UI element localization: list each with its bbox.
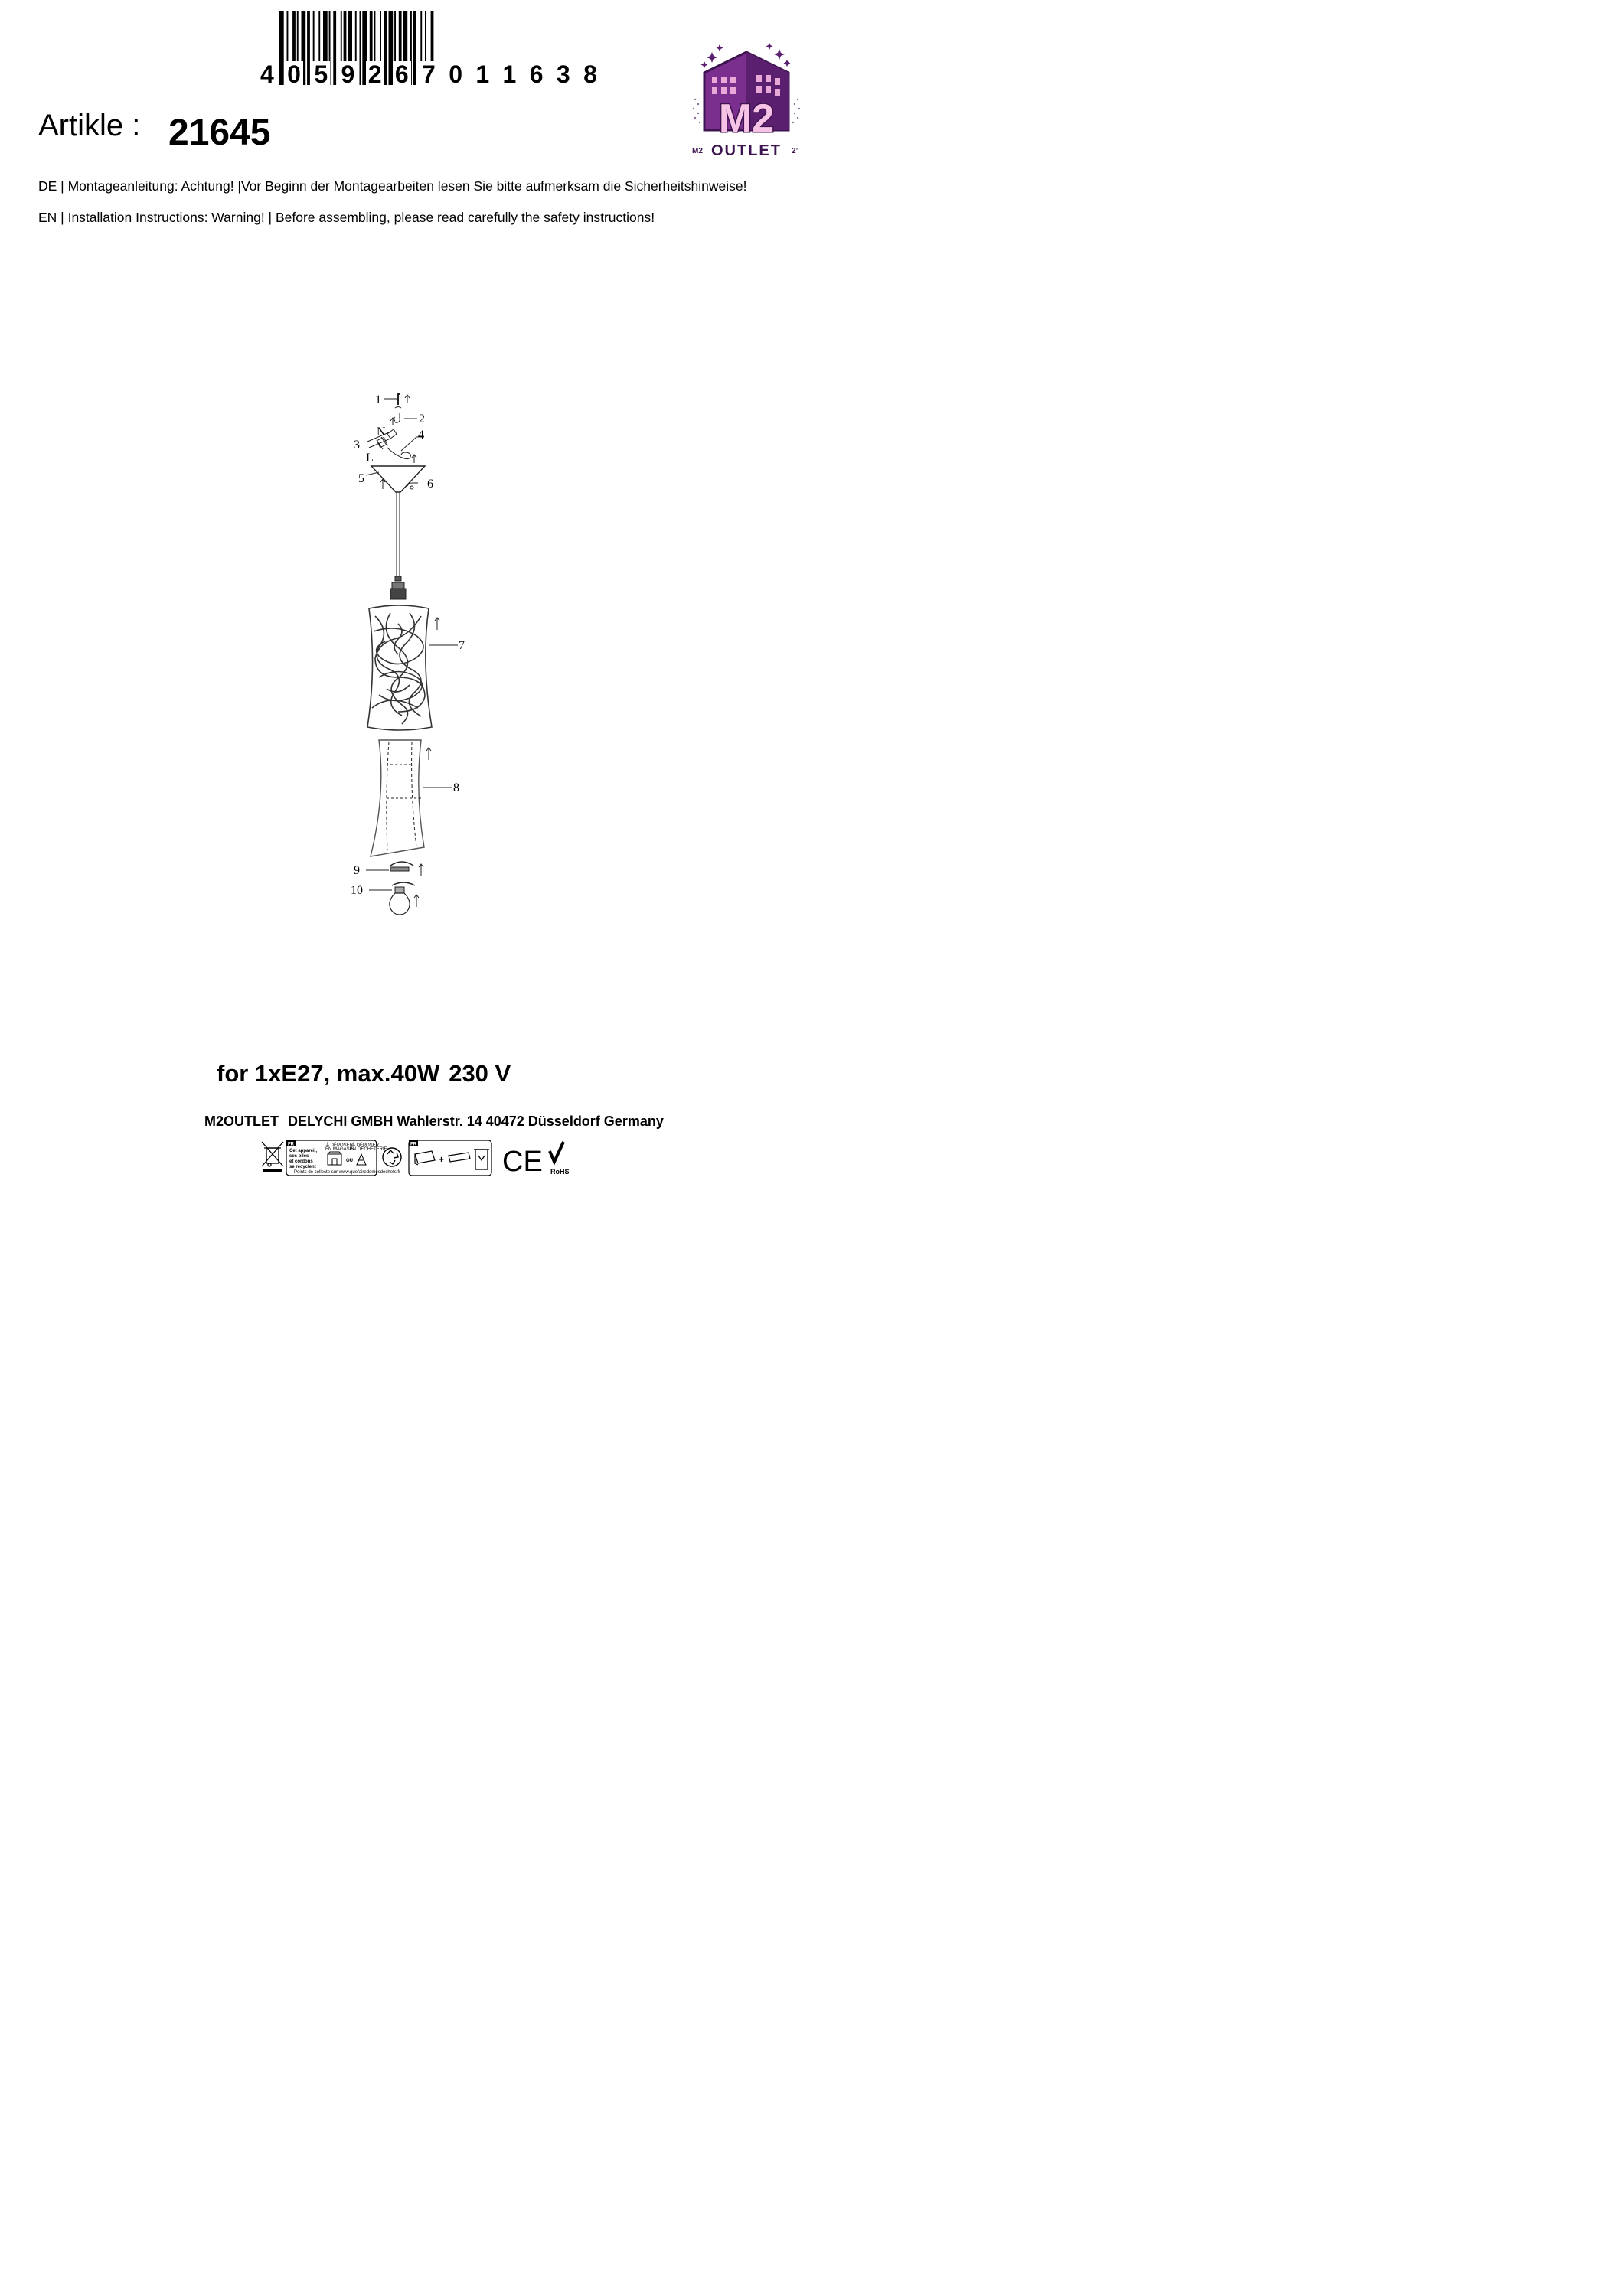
deposit-center-1: À DÉPOSER — [352, 1143, 380, 1148]
barcode-digit: 9 — [339, 61, 358, 87]
wire-label-n: N — [377, 426, 386, 439]
plus-sign: + — [439, 1154, 445, 1165]
recycling-center-icon — [357, 1154, 366, 1165]
spec-voltage: 230 V — [449, 1060, 511, 1087]
article-number: 21645 — [168, 113, 271, 153]
callout-6: 6 — [427, 478, 433, 491]
callout-3: 3 — [354, 439, 360, 452]
deposit-store-1: À DÉPOSER — [326, 1143, 354, 1148]
part-4-cable-clamp — [387, 429, 424, 463]
assembly-diagram — [345, 386, 475, 918]
company-address: DELYCHI GMBH Wahlerstr. 14 40472 Düsseldorf Germany — [288, 1114, 664, 1129]
crossed-bin-icon — [262, 1142, 283, 1172]
ce-mark-icon: CE — [502, 1146, 543, 1178]
callout-1: 1 — [375, 393, 381, 406]
box-icon — [415, 1151, 435, 1165]
triman-line-2: ses piles — [289, 1154, 309, 1159]
part-5-canopy — [358, 466, 425, 492]
callout-4: 4 — [418, 429, 424, 442]
barcode-digit: 1 — [473, 61, 491, 87]
deposit-store-2: EN MAGASIN — [325, 1147, 354, 1152]
callout-5: 5 — [358, 472, 364, 485]
rohs-check-icon — [550, 1142, 570, 1176]
barcode-digit: 6 — [393, 61, 411, 87]
triman-line-4: se recyclent — [289, 1165, 316, 1169]
logo-right-tag: 2’ — [792, 147, 798, 155]
store-icon — [328, 1152, 341, 1165]
barcode-digit: 0 — [446, 61, 465, 87]
pouch-icon — [449, 1153, 470, 1162]
part-6-set-screw — [407, 478, 433, 491]
suspension-cable — [397, 492, 400, 576]
triman-line-1: Cet appareil, — [289, 1149, 318, 1153]
barcode-digit: 0 — [285, 61, 303, 87]
part-3-terminal-block — [354, 426, 397, 465]
barcode-digit: 7 — [420, 61, 438, 87]
part-7-arrow — [429, 618, 465, 652]
triman-line-3: et cordons — [289, 1159, 313, 1164]
sort-bin-icon — [474, 1150, 489, 1169]
part-10-bulb — [351, 882, 419, 915]
barcode-digit: 5 — [312, 61, 330, 87]
company-brand: M2OUTLET — [204, 1114, 279, 1129]
part-1-screw — [375, 393, 410, 406]
collection-website: Points de collecte sur www.quefairedemesdechets.fr — [294, 1170, 401, 1175]
logo-left-tag: M2 — [692, 147, 703, 155]
barcode-digits — [256, 61, 601, 87]
fr-tag: FR — [288, 1142, 294, 1147]
part-2-hook — [390, 407, 425, 426]
packaging-sort-icon — [409, 1140, 491, 1176]
callout-9: 9 — [354, 864, 360, 877]
logo-main-text: M2 — [718, 96, 775, 141]
callout-7: 7 — [459, 639, 465, 652]
or-label: OU — [346, 1159, 353, 1163]
callout-8: 8 — [453, 781, 459, 794]
wire-label-l: L — [366, 452, 374, 465]
barcode-digit: 4 — [258, 61, 276, 87]
compliance-marks — [260, 1139, 582, 1183]
barcode-digit: 2 — [366, 61, 384, 87]
part-8-fabric-shade — [371, 740, 459, 856]
triman-icon — [383, 1148, 401, 1166]
callout-2: 2 — [419, 413, 425, 426]
deposit-center-2: EN DÉCHETERIE — [350, 1147, 387, 1152]
barcode-digit: 6 — [527, 61, 546, 87]
spec-socket: for 1xE27, max.40W — [217, 1060, 440, 1087]
company-info — [204, 1114, 664, 1130]
barcode-digit: 1 — [501, 61, 519, 87]
part-7-wire-shade — [367, 605, 432, 730]
instructions-de: DE | Montageanleitung: Achtung! |Vor Beginn der Montagearbeiten lesen Sie bitte aufmerksam die Sicherheitshinweise! — [38, 178, 747, 194]
lamp-holder — [390, 576, 406, 599]
electrical-spec — [217, 1060, 511, 1088]
callout-10: 10 — [351, 884, 363, 897]
barcode-digit: 8 — [581, 61, 599, 87]
instructions-en: EN | Installation Instructions: Warning! | Before assembling, please read carefully the safety instructions! — [38, 210, 655, 225]
part-9-shade-ring — [354, 862, 423, 877]
logo-sub-text: OUTLET — [711, 142, 782, 159]
rohs-label: RoHS — [550, 1168, 570, 1176]
m2-outlet-logo — [689, 38, 804, 161]
fr-tag-2: FR — [410, 1142, 416, 1147]
barcode-digit: 3 — [554, 61, 573, 87]
article-label: Artikle : — [38, 109, 141, 142]
